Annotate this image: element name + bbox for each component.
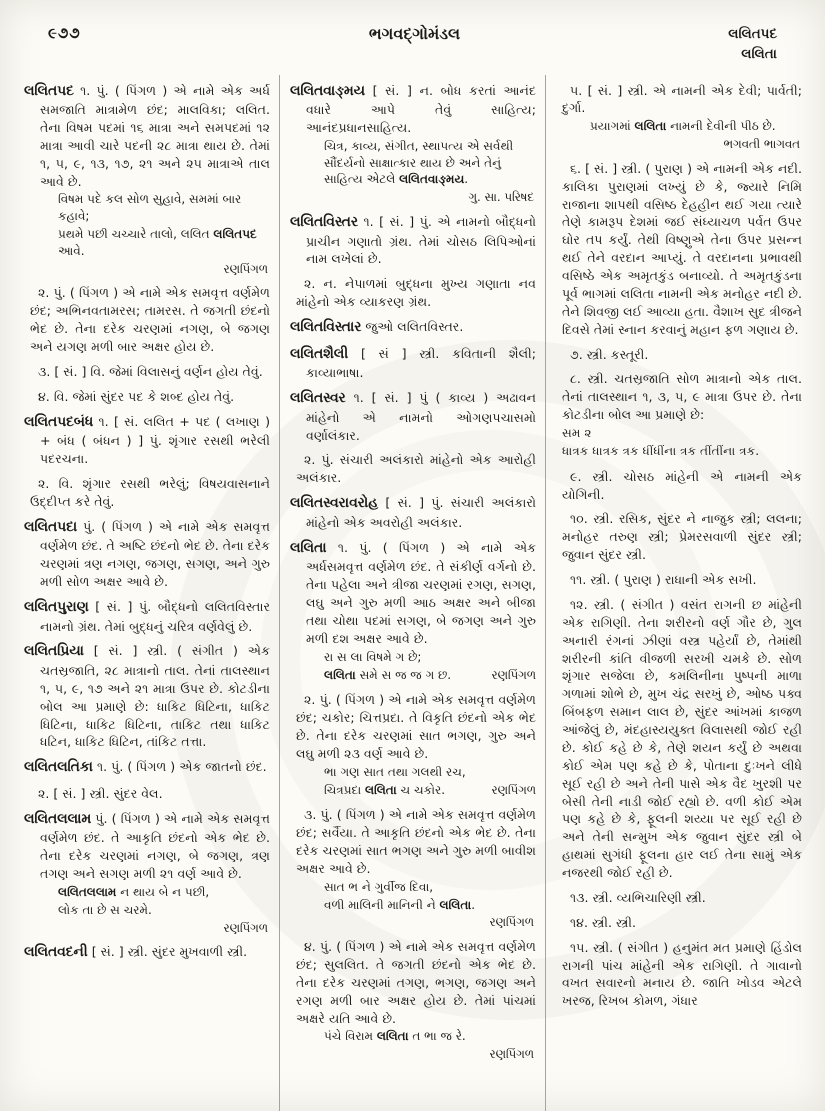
headword: લલિતપ્રિયા (24, 643, 84, 660)
verse-line: લલિતલલામ ન થાય બે ન પછી, (58, 884, 210, 899)
headword: લલિતસ્વર (290, 390, 346, 407)
headword: લલિતપુરાણ (24, 598, 89, 615)
dictionary-entry: લલિતવદની [ સં. ] સ્ત્રી. સુંદર મુખવાળી સ્ત્રી. (24, 944, 248, 961)
headword: લલિતવિસ્તર (290, 213, 358, 230)
headword: લલિતવદની (24, 944, 88, 961)
headword: લલિતપદ (24, 82, 74, 99)
headword: લલિતસ્વરાવરોહ (290, 495, 379, 512)
sense-paragraph: ૧૫. સ્ત્રી. ( સંગીત ) હનુમંત મત પ્રમાણે હિંડોલ રાગની પાંચ માંહેની એક રાગિણી. તે ગાવાનો વખત સવારનો મનાય છે. જાતિ ખોડવ એટલે ખરજ, રિખબ કોમળ, ગંધાર (562, 939, 802, 1009)
sense-paragraph: ૨. પું. સંચારી અલંકારો માંહેનો એક આરોહી અલંકાર. (296, 452, 536, 486)
headword: લલિતપદા (24, 518, 78, 535)
page-number: ૯૭૭ (48, 24, 81, 42)
source-attribution: ભગવતી ભાગવત (723, 137, 800, 152)
text-columns (0, 69, 825, 1111)
source-attribution: રણપિંગળ (489, 1047, 534, 1062)
sense-paragraph: ૪. વિ. જેમાં સુંદર પદ કે શબ્દ હોય તેવું. (38, 388, 235, 404)
verse-line: ચિત્રપ્રદા લલિતા ચ ચકોર. (324, 783, 446, 798)
source-attribution: ગુ. સા. પરિષદ (468, 190, 534, 205)
source-attribution: રણપિંગળ (491, 668, 536, 683)
notation-line: ધાત્રક ધાત્રક ત્રક ધીંધીંના ત્રક તીંતીંના ત્રક. (562, 444, 760, 459)
verse-line: સાત ભ ને ગુર્વીજ દિવા, (324, 879, 434, 894)
verse-line: વળી માલિની માનિની ને લલિતા. (324, 897, 476, 912)
headword: લલિતલલામ (24, 810, 92, 827)
dictionary-entry: લલિતસ્વરાવરોહ [ સં. ] પું. સંચારી અલંકારો માંહેનો એક અવરોહી અલંકાર. (290, 495, 536, 530)
source-attribution: રણપિંગળ (491, 783, 536, 798)
verse-line: પ્રયાગમાં લલિતા નામની દેવીની પીઠ છે. (590, 119, 776, 134)
headword: લલિતશૈલી (290, 345, 349, 362)
verse-line: વિષમ પદે કલ સોળ સુહાવે, સમમાં બાર કહાવે; (58, 192, 242, 224)
headword: લલિતવિસ્તાર (290, 319, 362, 336)
sense-paragraph: ૩. [ સં. ] વિ. જેમાં વિલાસનું વર્ણન હોય તેવું. (38, 363, 263, 379)
sense-paragraph: ૧૩. સ્ત્રી. વ્યભિચારિણી સ્ત્રી. (570, 889, 706, 905)
column-1 (14, 75, 279, 1111)
verse-line: લલિતા સમે સ જ જ ગ છ. (324, 668, 452, 683)
verse-line-with-attribution (290, 666, 536, 684)
sense-paragraph: ૬. [ સં. ] સ્ત્રી. ( પુરાણ ) એ નામની એક નદી. કાલિકા પુરાણમાં લખ્યું છે કે, જ્યારે નિમિ રાજાના શાપથી વસિષ્ઠ દેહહીન થઈ ગયા ત્યારે તેણે કામરૂપ દેશમાં જઈ સંધ્યાચળ પર્વત ઉપર ઘોર તપ કર્યું. તેથી વિષ્ણુએ તેના ઉપર પ્રસન્ન થઈ તેને વરદાન આપ્યું. તે વરદાનના પ્રભાવથી વસિષ્ઠે એક અમૃતકુંડ બનાવ્યો. તે અમૃતકુંડના પૂર્વ ભાગમાં લલિતા નામની એક મનોહર નદી છે. તેને શિવજી લઈ આવ્યા હતા. વૈશાખ સુદ ત્રીજને દિવસે તેમાં સ્નાન કરવાનું મહાન ફળ ગણાય છે. (562, 160, 802, 337)
source-attribution: રણપિંગળ (489, 915, 534, 930)
dictionary-entry: લલિતપદ ૧. પું. ( પિંગળ ) એ નામે એક અર્ધ સમજાતિ માત્રામેળ છંદ; માલવિકા; લલિત. તેના વિષમ પદમાં ૧૬ માત્રા અને સમપદમાં ૧૨ માત્રા આવી ચારે પદની ૨૮ માત્રા થાય છે. તેમાં ૧, ૫, ૯, ૧૩, ૧૭, ૨૧ અને ૨૫ માત્રાએ તાલ આવે છે. (24, 82, 270, 189)
guide-words (728, 24, 777, 65)
dictionary-entry: લલિતલલામ પું. ( પિંગળ ) એ નામે એક સમવૃત્ત વર્ણમેળ છંદ. તે આકૃતિ છંદનો એક ભેદ છે. તેના દરેક ચરણમાં નગણ, બે જગણ, ત્રણ તગણ અને સગણ મળી ૨૧ વર્ણ આવે છે. (24, 810, 270, 882)
dictionary-entry: લલિતપુરાણ [ સં. ] પું. બૌદ્ધનો લલિતવિસ્તાર નામનો ગ્રંથ. તેમાં બુદ્ધનું ચરિત્ર વર્ણવેલું છે. (24, 598, 270, 634)
verse-line: પંચે વિરામ લલિતા ત ભા જ રે. (324, 1029, 466, 1044)
sense-paragraph: ૨. પું. ( પિંગળ ) એ નામે એક સમવૃત્ત વર્ણમેળ છંદ; ચકોર; ચિત્તપ્રદા. તે વિકૃતિ છંદનો એક ભેદ છે. તેના દરેક ચરણમાં સાત ભગણ, ગુરુ અને લઘુ મળી ૨૩ વર્ણ આવે છે. (296, 692, 536, 761)
dictionary-entry: લલિતપ્રિયા [ સં. ] સ્ત્રી. ( સંગીત ) એક ચતસ્રજાતિ, ૨૮ માત્રાનો તાલ. તેનાં તાલસ્થાન ૧, ૫, ૯, ૧૭ અને ૨૧ માત્રા ઉપર છે. કોટડીના બોલ આ પ્રમાણે છે: ધાકિટ ધિટિના, ધાકિટ ધિટિના, ધાકિટ ધિટિના, તાકિટ તથા ધાકિટ ધટિન, ધાકિટ ધિટિન, તાંકિટ તત્તા. (24, 643, 270, 750)
dictionary-entry: લલિતવાઙ્મય [ સં. ] ન. બોધ કરતાં આનંદ વધારે આપે તેવું સાહિત્ય; આનંદપ્રધાનસાહિત્ય. (290, 82, 536, 135)
headword: લલિતવાઙ્મય (290, 82, 365, 99)
headword: લલિતપદબંધ (24, 413, 94, 430)
headword: લલિતા (290, 539, 327, 556)
dictionary-entry: લલિતવિસ્તર ૧. [ સં. ] પું. એ નામનો બૌદ્ધનો પ્રાચીન ગણાતો ગ્રંથ. તેમાં ચોસઠ લિપિઓનાં નામ લખેલાં છે. (290, 213, 536, 267)
dictionary-entry: લલિતપદબંધ ૧. [ સં. લલિત + પદ ( લખાણ ) + બંધ ( બંધન ) ] પું. શૃંગાર રસથી ભરેલી પદરચના. (24, 413, 270, 467)
dictionary-entry: લલિતા ૧. પું. ( પિંગળ ) એ નામે એક અર્ધસમવૃત્ત વર્ણમેળ છંદ. તે સંકીર્ણ વર્ગનો છે. તેના પહેલા અને ત્રીજા ચરણમાં રગણ, સગણ, લઘુ અને ગુરુ મળી આઠ અક્ષર અને બીજા તથા ચોથા પદમાં સગણ, બે જગણ અને ગુરુ મળી દશ અક્ષર આવે છે. (290, 539, 536, 646)
verse-line: ચિત્ર, કાવ્ય, સંગીત, સ્થાપત્ય એ સર્વથી સૌંદર્યનો સાક્ષાત્કાર થાય છે અને તેનું સાહિત્ય એટલે લલિતવાઙ્મય. (324, 138, 514, 187)
sense-paragraph: ૧૪. સ્ત્રી. સ્ત્રી. (570, 914, 637, 930)
sense-paragraph: ૨. [ સં. ] સ્ત્રી. સુંદર વેલ. (38, 785, 163, 801)
verse-line: રા સ લા વિષમે ગ છે; (324, 649, 422, 664)
verse-line: પ્રથમે પછી ચચ્ચારે તાલો, લલિત લલિતપદ આવે. (58, 227, 257, 258)
dictionary-entry: લલિતપદા પું. ( પિંગળ ) એ નામે એક સમવૃત્ત વર્ણમેળ છંદ. તે અષ્ટિ છંદનો ભેદ છે. તેના દરેક ચરણમાં ત્રણ નગણ, જગણ, સગણ, અને ગુરુ મળી સોળ અક્ષર આવે છે. (24, 518, 270, 590)
source-attribution: રણપિંગળ (223, 920, 268, 935)
verse-line-with-attribution (290, 781, 536, 799)
sense-paragraph: ૧૨. સ્ત્રી. ( સંગીત ) વસંત રાગની છ માંહેની એક રાગિણી. તેના શરીરનો વર્ણ ગૌર છે, ગુલ અનારી રંગનાં ઝીણાં વસ્ત્ર પહેર્યાં છે, તેમાંથી શરીરની કાંતિ વીજળી સરખી ચમકે છે. સોળ શૃંગાર સજેલા છે, કમલિનીના પુષ્પની માળા ગળામાં શોભે છે, મુખ ચંદ્ર સરખું છે, ઓષ્ઠ પક્વ બિંબફળ સમાન લાલ છે, સુંદર આંખમાં કાજળ આંજેલું છે, મંદહાસ્યયુક્ત વિલાસથી જોઈ રહી છે. કોઈ કહે છે કે, તેણે શયન કર્યું છે અથવા કોઈ એમ પણ કહે છે કે, પોતાના દુઃખને લીધે સૂઈ રહી છે અને તેની પાસે એક વૈદ ખુરશી પર બેસી તેની નાડી જોઈ રહ્યો છે. વળી કોઈ એમ પણ કહે છે કે, ફૂલની શય્યા પર સૂઈ રહી છે અને તેની સન્મુખ એક જુવાન સુંદર સ્ત્રી બે હાથમાં સુગંધી ફૂલના હાર લઈ તેના સામું એક નજરથી જોઈ રહી છે. (562, 596, 802, 881)
dictionary-entry: લલિતવિસ્તાર જુઓ લલિતવિસ્તર. (290, 319, 464, 336)
source-attribution: રણપિંગળ (223, 261, 268, 276)
page-header (0, 0, 825, 69)
guide-word-bottom: લલિતા (741, 46, 777, 63)
book-title: ભગવદ્ગોમંડલ (368, 24, 461, 43)
dictionary-entry: લલિતશૈલી [ સં ] સ્ત્રી. કવિતાની શૈલી; કાવ્યાભાષા. (290, 345, 536, 381)
sense-paragraph: ૨. ન. નેપાળમાં બુદ્ધના મુખ્ય ગણાતા નવ માંહેનો એક વ્યાકરણ ગ્રંથ. (296, 276, 536, 310)
notation-line: સમ ૨ (562, 426, 592, 441)
column-2 (279, 75, 545, 1111)
column-3 (545, 75, 811, 1111)
sense-paragraph: ૨. પું. ( પિંગળ ) એ નામે એક સમવૃત્ત વર્ણમેળ છંદ; અભિનવતામરસ; તામરસ. તે જગતી છંદનો ભેદ છે. તેના દરેક ચરણમાં નગણ, બે જગણ અને યગણ મળી બાર અક્ષર હોય છે. (30, 285, 270, 355)
sense-paragraph: ૫. [ સં. ] સ્ત્રી. એ નામની એક દેવી; પાર્વતી; દુર્ગા. (562, 82, 802, 116)
sense-paragraph: ૪. પું. ( પિંગળ ) એ નામે એક સમવૃત્ત વર્ણમેળ છંદ; સુલલિત. તે જગતી છંદનો એક ભેદ છે. તેના દરેક ચરણમાં તગણ, ભગણ, જગણ અને રગણ મળી બાર અક્ષર હોય છે. તેમાં પાંચમાં અક્ષરે યતિ આવે છે. (296, 939, 536, 1026)
sense-paragraph: ૧૦. સ્ત્રી. રસિક, સુંદર ને નાજુક સ્ત્રી; લલના; મનોહર તરુણ સ્ત્રી; પ્રેમરસવાળી સુંદર સ્ત્રી; જુવાન સુંદર સ્ત્રી. (562, 511, 802, 563)
guide-word-top: લલિતપદ (728, 26, 777, 42)
sense-paragraph: ૩. પું. ( પિંગળ ) એ નામે એક સમવૃત્ત વર્ણમેળ છંદ; સર્વૈયા. તે આકૃતિ છંદનો એક ભેદ છે. તેના દરેક ચરણમાં સાત ભગણ અને ગુરુ મળી બાવીશ અક્ષર આવે છે. (296, 807, 536, 876)
verse-line: લોક તા છે સ ચરમે. (58, 902, 152, 917)
sense-paragraph: ૨. વિ. શૃંગાર રસથી ભરેલું; વિષયવાસનાને ઉદ્દીપ્ત કરે તેવું. (30, 475, 270, 509)
sense-paragraph: ૧૧. સ્ત્રી. ( પુરાણ ) રાધાની એક સખી. (570, 572, 757, 588)
sense-paragraph: ૯. સ્ત્રી. ચોસઠ માંહેની એ નામની એક યોગિની. (562, 468, 802, 502)
sense-paragraph: ૭. સ્ત્રી. કસ્તૂરી. (570, 346, 649, 362)
headword: લલિતલતિકા (24, 759, 93, 776)
dictionary-entry: લલિતસ્વર ૧. [ સં. ] પું ( કાવ્ય ) અઢાવન માંહેનો એ નામનો ઓગણપચાસમો વર્ણાલંકાર. (290, 390, 536, 443)
verse-line: ભા ગણ સાત તથા ગલથી રચ, (324, 764, 466, 779)
dictionary-entry: લલિતલતિકા ૧. પું. ( પિંગળ ) એક જાતનો છંદ. (24, 759, 267, 776)
sense-paragraph: ૮. સ્ત્રી. ચતસ્રજાતિ સોળ માત્રાનો એક તાલ. તેનાં તાલસ્થાન ૧, ૩, ૫, ૯ માત્રા ઉપર છે. તેના કોટડીના બોલ આ પ્રમાણે છે: (562, 371, 802, 423)
